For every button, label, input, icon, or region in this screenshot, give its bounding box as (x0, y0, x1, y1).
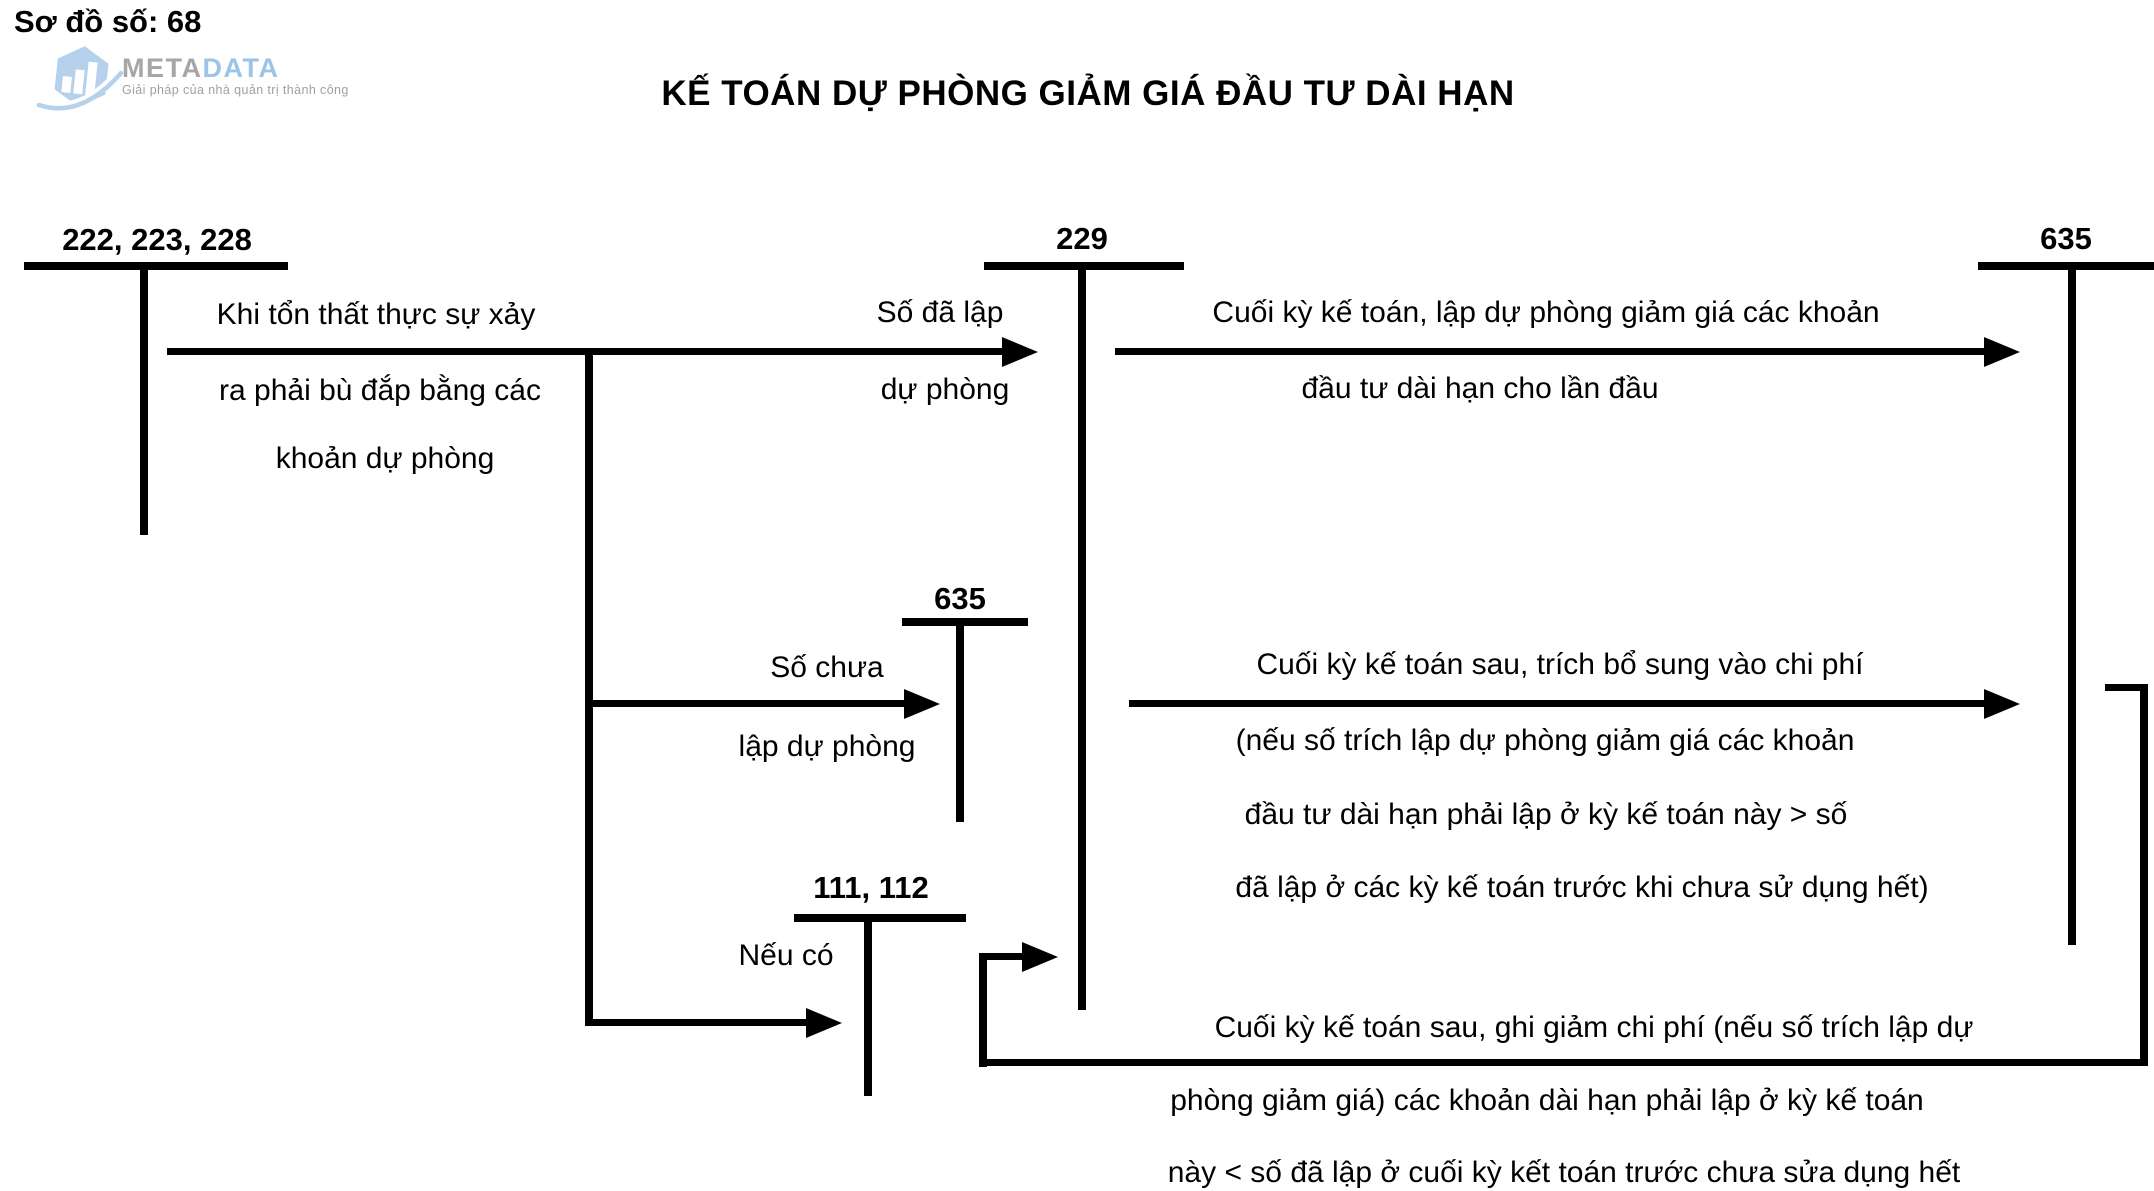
flow-reduce-expense-line1: Cuối kỳ kế toán sau, ghi giảm chi phí (nếu số trích lập dự (1214, 1011, 1974, 1044)
taccount-investments-bar (24, 262, 288, 270)
arrow-first-provision-head (1984, 337, 2020, 367)
flow-loss-offset-line1: Khi tổn thất thực sự xảy (216, 298, 536, 331)
taccount-investments-stem (140, 262, 148, 535)
account-label-expense-right: 635 (2040, 221, 2092, 256)
brand-tagline: Giải pháp của nhà quản trị thành công (122, 83, 349, 97)
account-label-provision: 229 (1056, 221, 1108, 256)
flow-not-yet-provisioned-line2: lập dự phòng (738, 730, 916, 763)
brand-meta: META (122, 53, 203, 83)
flow-loss-offset-line3: khoản dự phòng (275, 442, 495, 475)
flow-first-provision-line2: đầu tư dài hạn cho lần đầu (1301, 372, 1659, 405)
arrow-not-yet-provisioned-head (904, 689, 940, 719)
taccount-expense-right-bar (1978, 262, 2154, 270)
flow-loss-offset-line2: ra phải bù đắp bằng các (219, 374, 541, 407)
if-any-connector-line (979, 953, 1023, 960)
flow-reduce-expense-line3: này < số đã lập ở cuối kỳ kết toán trước chưa sửa dụng hết (1167, 1156, 1961, 1189)
taccount-cash-stem (864, 914, 872, 1096)
account-label-cash: 111, 112 (813, 870, 929, 905)
flow-additional-provision-line3: đầu tư dài hạn phải lập ở kỳ kế toán này > số (1244, 798, 1848, 831)
flow-reduce-expense-line2: phòng giảm giá) các khoản dài hạn phải lập ở kỳ kế toán (1170, 1084, 1924, 1117)
account-label-investments: 222, 223, 228 (62, 222, 252, 257)
arrow-provision-used-head (1002, 337, 1038, 367)
taccount-expense-mid-bar (902, 618, 1028, 626)
diagram-title: KẾ TOÁN DỰ PHÒNG GIẢM GIÁ ĐẦU TƯ DÀI HẠN (661, 74, 1515, 113)
arrow-additional-provision-head (1984, 689, 2020, 719)
brand-data: DATA (202, 53, 280, 83)
flow-additional-provision-line2: (nếu số trích lập dự phòng giảm giá các khoản (1235, 724, 1855, 757)
reduce-expense-path-right-stem (2140, 684, 2148, 1066)
branch-connector-stem (585, 348, 593, 1026)
flow-provision-made-line1: Số đã lập (876, 296, 1004, 329)
arrow-cash-head (806, 1008, 842, 1038)
brand-text (122, 53, 279, 84)
arrow-cash-line (589, 1019, 807, 1026)
arrow-not-yet-provisioned-line (589, 700, 905, 707)
taccount-cash-bar (794, 914, 966, 922)
flow-first-provision-line1: Cuối kỳ kế toán, lập dự phòng giảm giá các khoản (1212, 296, 1880, 329)
flow-additional-provision-line4: đã lập ở các kỳ kế toán trước khi chưa sử dụng hết) (1235, 871, 1929, 904)
taccount-expense-mid-stem (956, 618, 964, 822)
flow-if-any-label: Nếu có (738, 939, 834, 972)
if-any-connector-stem (979, 953, 987, 1067)
arrow-first-provision-line (1115, 348, 1985, 355)
diagram-number: Sơ đồ số: 68 (14, 4, 202, 39)
taccount-provision-stem (1078, 262, 1086, 1010)
flow-provision-made-line2: dự phòng (880, 373, 1010, 406)
arrow-additional-provision-line (1129, 700, 1985, 707)
metadata-logo-icon (36, 42, 128, 114)
flow-not-yet-provisioned-line1: Số chưa (770, 651, 884, 684)
account-label-expense-mid: 635 (934, 581, 986, 616)
reduce-expense-path-bottom-line (979, 1059, 2148, 1066)
taccount-expense-right-stem (2068, 262, 2076, 945)
if-any-connector-head (1022, 942, 1058, 972)
flow-additional-provision-line1: Cuối kỳ kế toán sau, trích bổ sung vào chi phí (1256, 648, 1864, 681)
